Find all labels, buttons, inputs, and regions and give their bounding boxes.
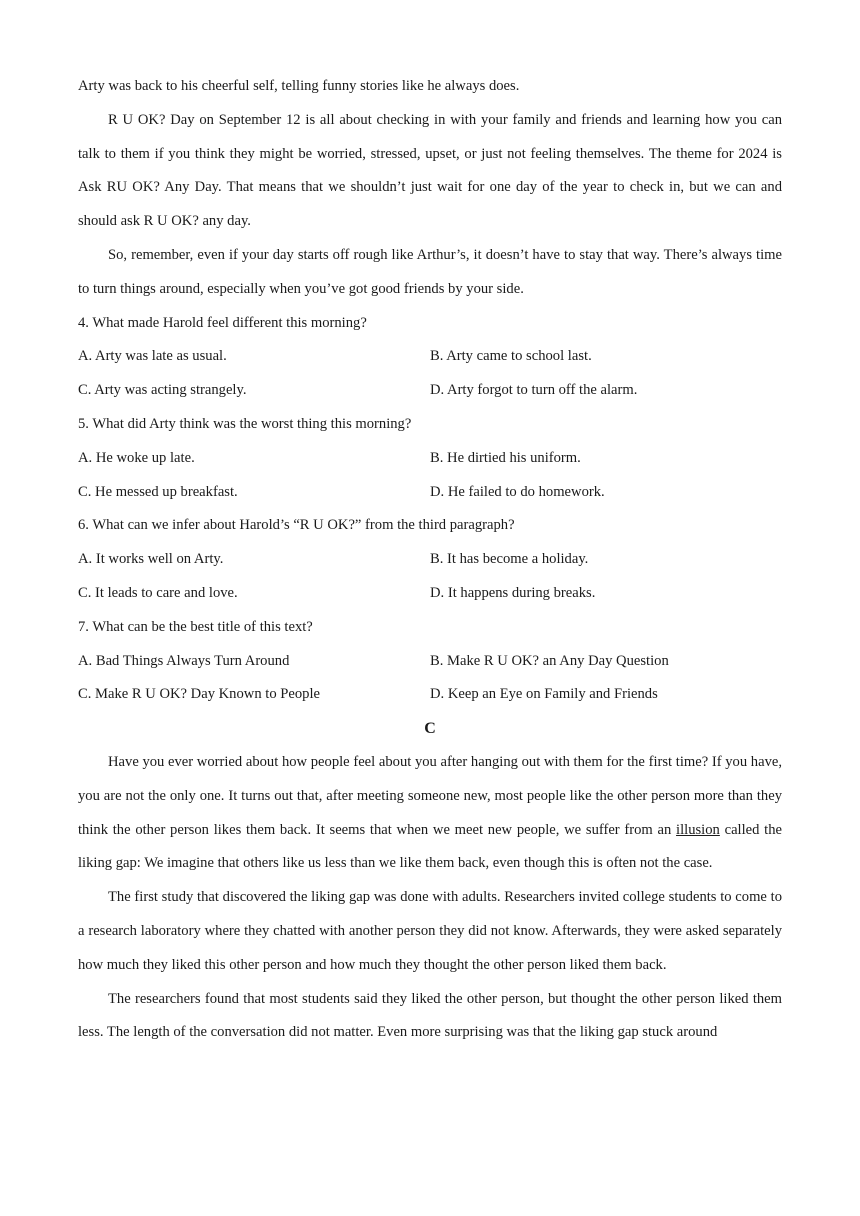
question-5-option-b: B. He dirtied his uniform. (430, 449, 581, 466)
section-c-paragraph-1 (78, 746, 782, 881)
passage-paragraph-conclusion: So, remember, even if your day starts off rough like Arthur’s, it doesn’t have to stay that way. There’s always time to turn things around, especially when you’ve got good friends by your side. (78, 246, 782, 297)
question-4-option-c: C. Arty was acting strangely. (78, 382, 247, 399)
section-c-paragraph-1-before: Have you ever worried about how people feel about you after hanging out with them for the first time? If you have, you are not the only one. It turns out that, after meeting someone new, most people like the other person more than they think the other person likes them back. It seems that when we meet new people, we suffer from an (78, 753, 782, 838)
question-5-option-a: A. He woke up late. (78, 449, 195, 466)
question-6-option-d: D. It happens during breaks. (430, 584, 596, 601)
question-7-option-b: B. Make R U OK? an Any Day Question (430, 652, 669, 669)
question-4-option-a: A. Arty was late as usual. (78, 348, 227, 365)
section-c-heading: C (424, 720, 436, 738)
question-7-options (78, 645, 782, 713)
question-4-option-d: D. Arty forgot to turn off the alarm. (430, 382, 638, 399)
question-5-stem: 5. What did Arty think was the worst thing this morning? (78, 415, 412, 432)
question-7-stem: 7. What can be the best title of this text? (78, 618, 313, 635)
question-4-stem: 4. What made Harold feel different this morning? (78, 314, 367, 331)
passage-paragraph-ruok-day: R U OK? Day on September 12 is all about checking in with your family and friends and learning how you can talk to them if you think they might be worried, stressed, upset, or just not feeling themselves. The theme for 2024 is Ask RU OK? Any Day. That means that we shouldn’t just wait for one day of the year to check in, but we can and should ask R U OK? any day. (78, 111, 782, 230)
question-5-option-d: D. He failed to do homework. (430, 483, 605, 500)
question-6-option-c: C. It leads to care and love. (78, 584, 238, 601)
underlined-word-illusion: illusion (676, 821, 720, 838)
question-7-option-c: C. Make R U OK? Day Known to People (78, 686, 320, 703)
question-6-option-a: A. It works well on Arty. (78, 551, 224, 568)
section-c-paragraph-3: The researchers found that most students said they liked the other person, but thought the other person liked them less. The length of the conversation did not matter. Even more surprising was that the liking gap stuck around (78, 990, 782, 1041)
question-4-option-b: B. Arty came to school last. (430, 348, 592, 365)
question-6-stem: 6. What can we infer about Harold’s “R U OK?” from the third paragraph? (78, 517, 515, 534)
passage-line: Arty was back to his cheerful self, telling funny stories like he always does. (78, 78, 520, 94)
question-5-options (78, 442, 782, 510)
document-page (78, 70, 782, 1050)
question-4-options (78, 340, 782, 408)
question-6-option-b: B. It has become a holiday. (430, 551, 589, 568)
question-7-option-a: A. Bad Things Always Turn Around (78, 652, 290, 669)
section-c-paragraph-1-after: called the liking gap: We imagine that others like us less than we like them back, even though this is often not the case. (78, 821, 782, 872)
question-5-option-c: C. He messed up breakfast. (78, 483, 238, 500)
section-c-paragraph-2: The first study that discovered the liking gap was done with adults. Researchers invited college students to come to a research laboratory where they chatted with another person they did not know. Afterwards, they were asked separately how much they liked this other person and how much they thought the other person liked them back. (78, 889, 782, 973)
question-7-option-d: D. Keep an Eye on Family and Friends (430, 686, 658, 703)
question-6-options (78, 543, 782, 611)
